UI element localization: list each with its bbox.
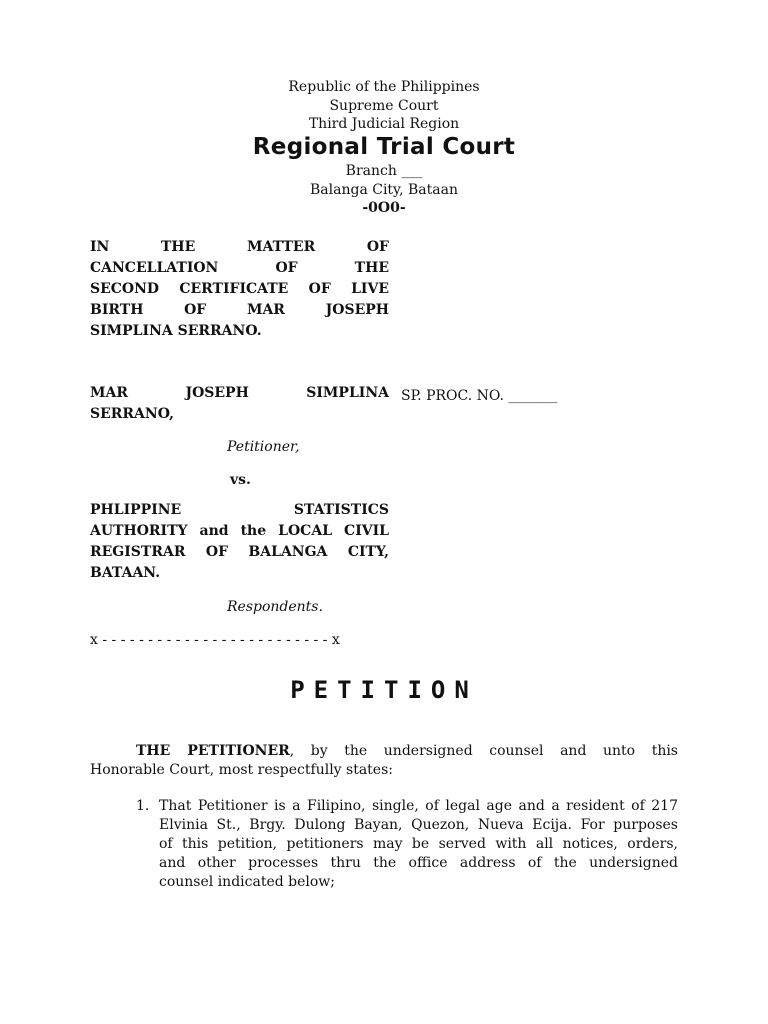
matter-caption	[90, 237, 389, 342]
petition-title: PETITION	[290, 676, 478, 704]
item-1-line: That Petitioner is a Filipino, single, of legal age and a resident of 217	[159, 798, 678, 814]
header-location: Balanga City, Bataan	[310, 181, 458, 198]
intro-line	[90, 742, 678, 761]
respondent-line: AUTHORITY and the LOCAL CIVIL	[90, 523, 389, 539]
intro-rest: , by the undersigned counsel and unto this	[289, 743, 678, 759]
header-republic: Republic of the Philippines	[288, 79, 480, 95]
court-header	[0, 78, 768, 134]
header-region: Third Judicial Region	[308, 116, 460, 132]
header-supreme-court: Supreme Court	[329, 97, 439, 114]
intro-bold: THE PETITIONER	[136, 743, 290, 759]
item-1-line: Elvinia St., Brgy. Dulong Bayan, Quezon, Nueva Ecija. For purposes	[159, 817, 678, 833]
matter-line: SIMPLINA SERRANO.	[90, 323, 262, 339]
petitioner-label: Petitioner,	[227, 439, 300, 455]
matter-line: CANCELLATION OF THE	[90, 260, 389, 276]
item-1-line: of this petition, petitioners may be served with all notices, orders,	[159, 836, 678, 852]
header-separator: -0O0-	[362, 200, 406, 216]
header-branch: Branch ___	[345, 163, 423, 179]
petitioner-line: MAR JOSEPH SIMPLINA	[90, 385, 389, 401]
caption-divider: x - - - - - - - - - - - - - - - - - - - - - - - - - x	[90, 632, 340, 648]
item-1-line: counsel indicated below;	[159, 874, 335, 890]
item-1-number: 1.	[136, 798, 150, 814]
versus-label: vs.	[230, 472, 251, 488]
respondent-line: REGISTRAR OF BALANGA CITY,	[90, 544, 389, 560]
matter-line: IN THE MATTER OF	[90, 239, 389, 255]
respondent-line: BATAAN.	[90, 565, 161, 581]
court-title: Regional Trial Court	[252, 134, 516, 160]
respondents-caption	[90, 500, 389, 584]
item-1-line: and other processes thru the office address of the undersigned	[159, 855, 678, 871]
petitioner-line: SERRANO,	[90, 406, 174, 422]
matter-line: SECOND CERTIFICATE OF LIVE	[90, 281, 389, 297]
matter-line: BIRTH OF MAR JOSEPH	[90, 302, 389, 318]
respondent-line: PHLIPPINE STATISTICS	[90, 502, 389, 518]
case-number: SP. PROC. NO. _______	[401, 388, 558, 404]
item-1-text	[159, 797, 678, 892]
intro-paragraph	[90, 742, 678, 780]
intro-line: Honorable Court, most respectfully states:	[90, 762, 393, 778]
petitioner-name	[90, 383, 389, 425]
respondents-label: Respondents.	[227, 599, 323, 615]
court-subheader	[0, 162, 768, 218]
